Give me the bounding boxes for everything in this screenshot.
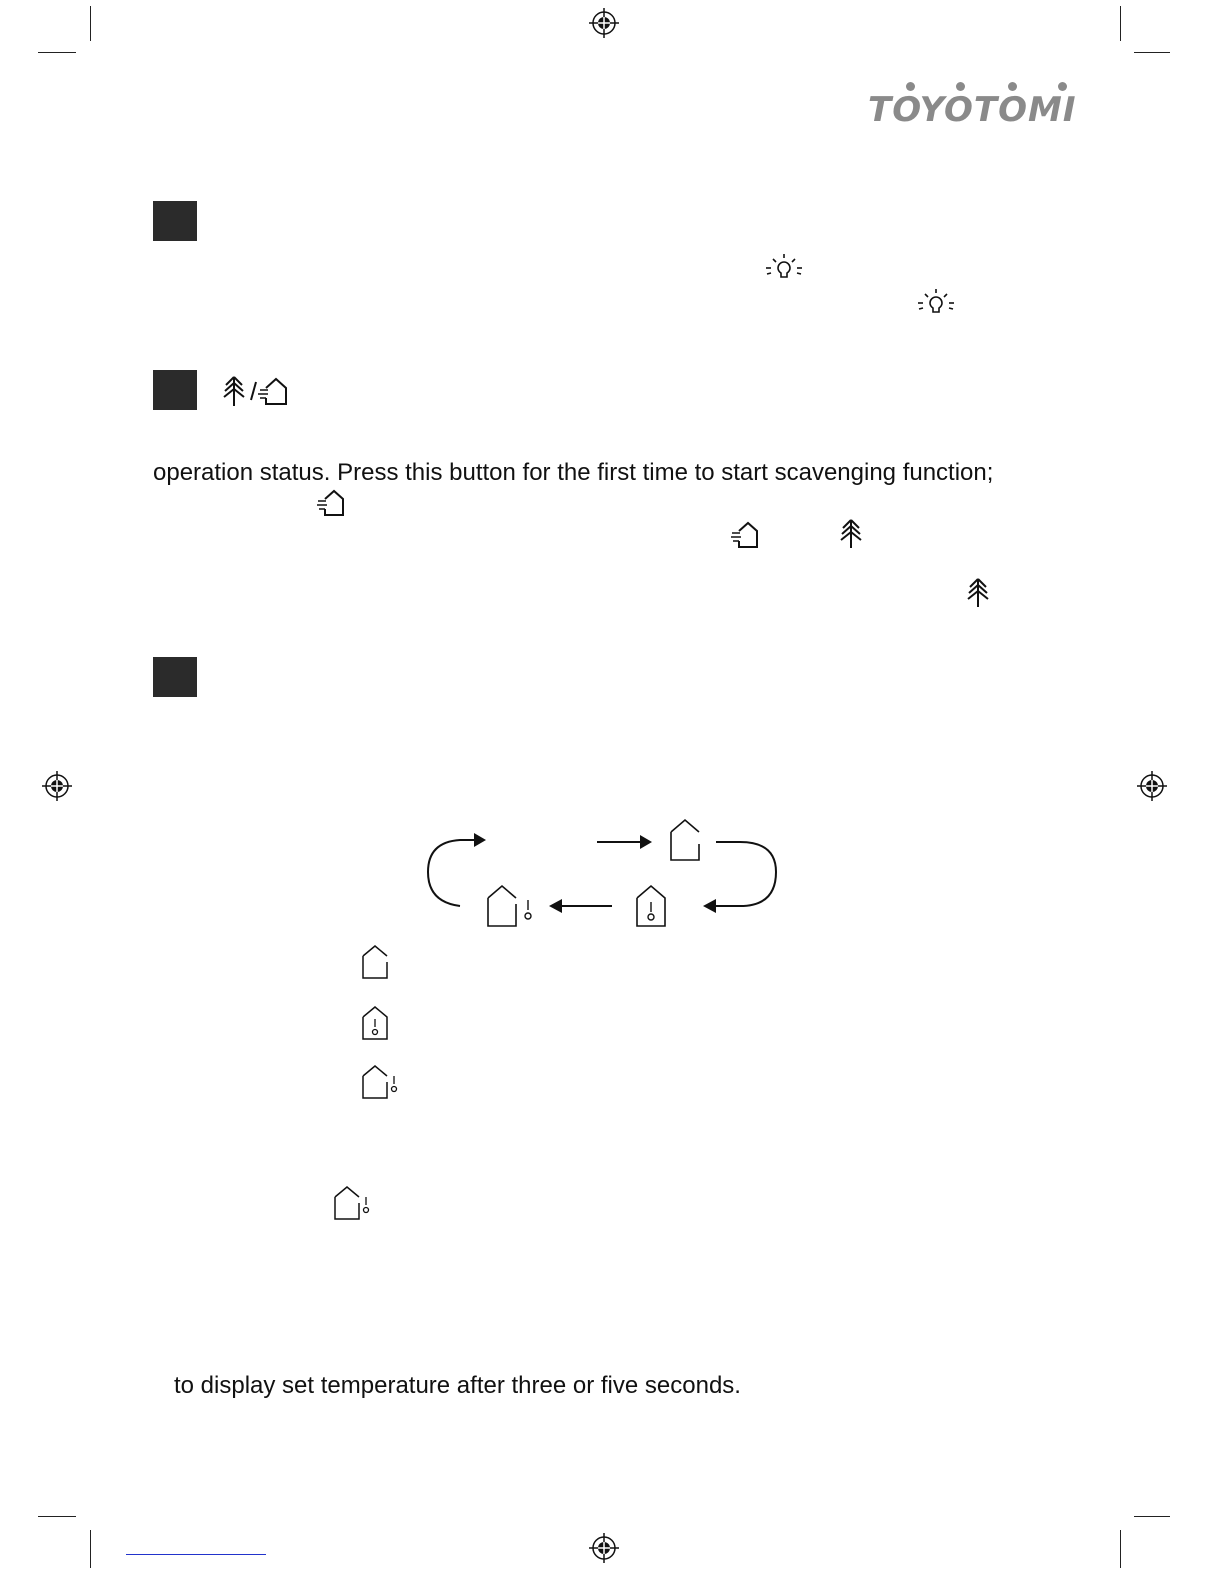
house-icon (671, 820, 699, 860)
house-wind-icon (730, 519, 760, 551)
section-marker (153, 657, 197, 697)
section-2-paragraph-line: operation status. Press this button for the first time to start scavenging function; (153, 459, 994, 486)
house-side-icon (488, 886, 516, 926)
house-wind-icon (316, 487, 346, 519)
crop-mark-top-right-h (1134, 52, 1170, 53)
house-center-icon (360, 1005, 392, 1041)
crop-mark-bottom-right-v (1120, 1530, 1121, 1568)
tree-house-icon (220, 374, 290, 408)
registration-mark-icon (42, 771, 72, 801)
registration-mark-icon (589, 1533, 619, 1563)
registration-mark-icon (1137, 771, 1167, 801)
brand-logo (868, 76, 1077, 138)
crop-mark-top-left-v (90, 6, 91, 41)
crop-mark-bottom-left-v (90, 1530, 91, 1568)
footer-link-underline[interactable] (126, 1554, 266, 1555)
crop-mark-bottom-right-h (1134, 1516, 1170, 1517)
tree-icon (963, 577, 993, 609)
light-bulb-icon (764, 252, 804, 284)
house-side-icon (360, 1064, 402, 1100)
registration-mark-icon (589, 8, 619, 38)
section-marker (153, 201, 197, 241)
house-icon (360, 944, 392, 980)
section-3-closing-line: to display set temperature after three or five seconds. (174, 1372, 741, 1399)
brand-logo-text: TOYOTOMI (868, 90, 1077, 130)
section-marker (153, 370, 197, 410)
house-side-icon (332, 1185, 374, 1221)
mode-cycle-diagram (420, 814, 790, 934)
tree-icon (836, 518, 866, 550)
crop-mark-top-right-v (1120, 6, 1121, 41)
light-bulb-icon (916, 287, 956, 319)
crop-mark-top-left-h (38, 52, 76, 53)
crop-mark-bottom-left-h (38, 1516, 76, 1517)
